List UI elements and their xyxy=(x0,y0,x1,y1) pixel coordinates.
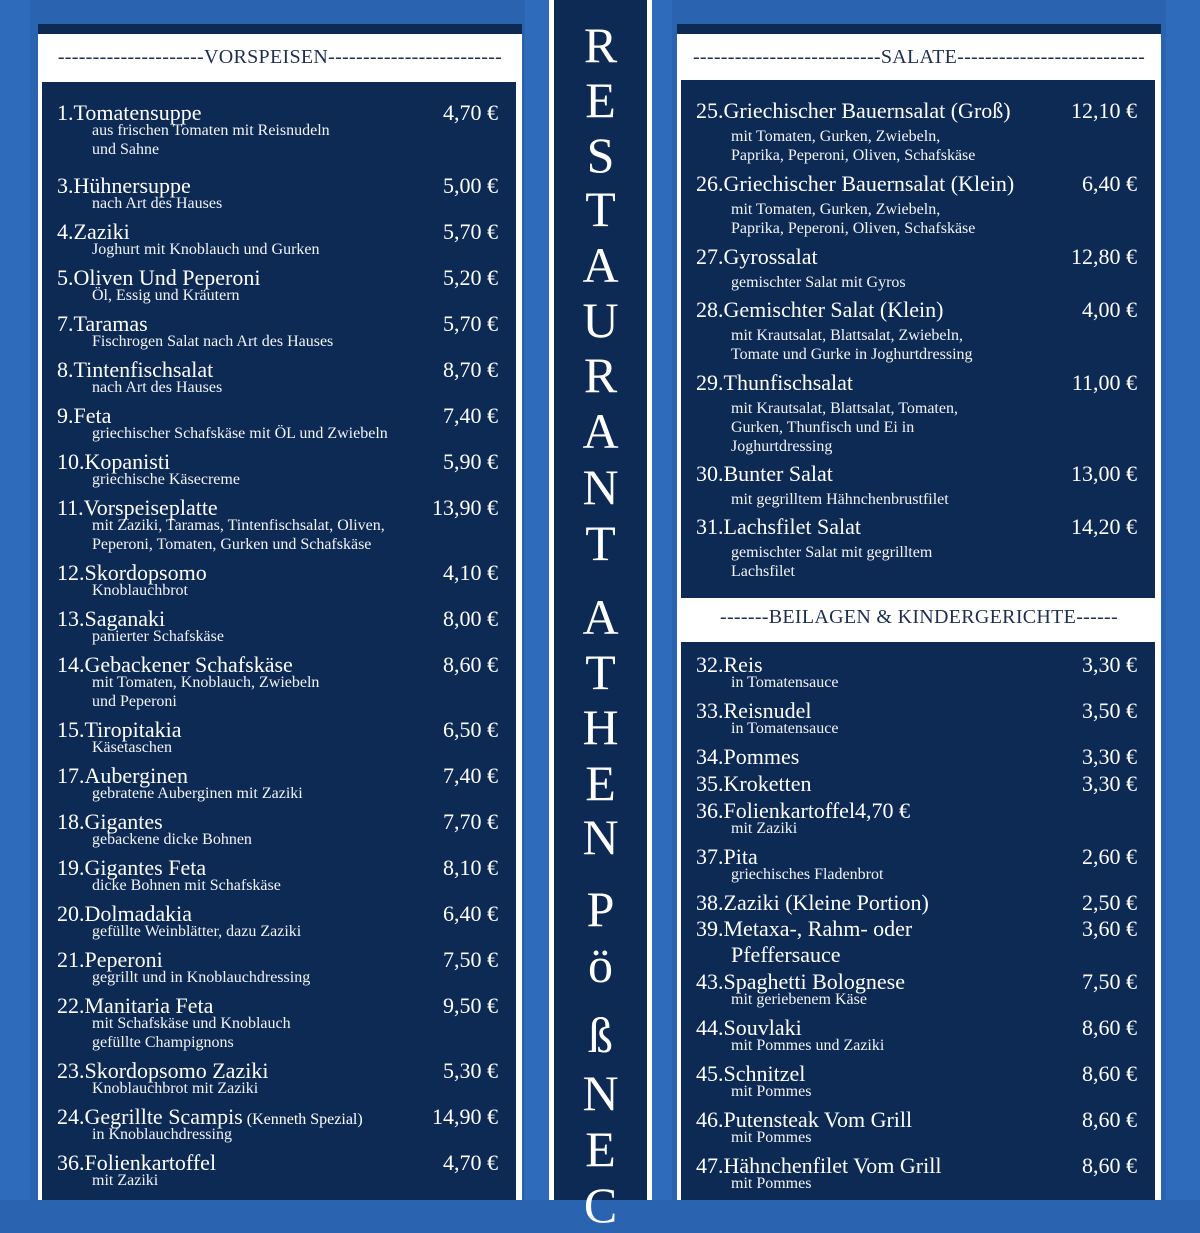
menu-item-price: 12,10 € xyxy=(1071,98,1137,123)
menu-item-price: 14,20 € xyxy=(1071,514,1137,539)
menu-item-price: 2,50 € xyxy=(1082,890,1137,915)
menu-item-price: 4,70 € xyxy=(443,1150,498,1175)
menu-item-name-text: 3.Hühnersuppe xyxy=(57,173,191,198)
menu-item-description: panierter Schafskäse xyxy=(92,628,224,645)
menu-item-price: 3,50 € xyxy=(1082,698,1137,723)
menu-item-price: 3,30 € xyxy=(1082,744,1137,769)
title-letter: A xyxy=(582,403,619,459)
menu-item-price: 3,30 € xyxy=(1082,771,1137,796)
menu-item-name-text: 39.Metaxa-, Rahm- oder xyxy=(696,916,913,941)
menu-item-description: mit Zaziki, Taramas, Tintenfischsalat, Oliven, Peperoni, Tomaten, Gurken und Schafskäse xyxy=(92,517,385,553)
menu-item-name-text: 4.Zaziki xyxy=(57,219,130,244)
menu-item-description: Fischrogen Salat nach Art des Hauses xyxy=(92,333,334,350)
title-letter: N xyxy=(582,809,619,865)
restaurant-title-vertical xyxy=(554,0,647,1233)
menu-item-price: 7,50 € xyxy=(443,947,498,972)
menu-item-price: 7,50 € xyxy=(1082,969,1137,994)
menu-item-price: 8,60 € xyxy=(443,652,498,677)
menu-item-price: 4,10 € xyxy=(443,560,498,585)
menu-item-price: 14,90 € xyxy=(432,1104,498,1129)
section-title-salate: ---------------------------SALATE--------------------------- xyxy=(692,46,1146,68)
menu-item-price: 8,60 € xyxy=(1082,1107,1137,1132)
menu-item-price: 4,00 € xyxy=(1082,297,1137,322)
menu-item-name-text: 8.Tintenfischsalat xyxy=(57,357,214,382)
menu-item-price: 5,20 € xyxy=(443,265,498,290)
menu-item-description: in Tomatensauce xyxy=(731,674,839,691)
menu-item-name-text: 13.Saganaki xyxy=(57,606,166,631)
bg-stripe-mid xyxy=(525,0,549,1200)
menu-item-description: mit Krautsalat, Blattsalat, Zwiebeln, Tomate und Gurke in Joghurtdressing xyxy=(731,327,973,363)
menu-item-name-note: (Kenneth Spezial) xyxy=(242,1111,363,1128)
menu-item-description: mit Zaziki xyxy=(731,820,798,837)
menu-item-description: dicke Bohnen mit Schafskäse xyxy=(92,877,281,894)
title-letter: E xyxy=(585,1121,616,1177)
title-letter: T xyxy=(585,181,616,237)
menu-item-description: mit Krautsalat, Blattsalat, Tomaten, Gurken, Thunfisch und Ei in Joghurtdressing xyxy=(731,400,958,455)
menu-item-price: 6,40 € xyxy=(443,901,498,926)
menu-item-name-text: 20.Dolmadakia xyxy=(57,901,193,926)
menu-item-price: 8,60 € xyxy=(1082,1153,1137,1178)
menu-item-name-text: 29.Thunfischsalat xyxy=(696,370,854,395)
menu-item-price: 8,10 € xyxy=(443,855,498,880)
menu-item-description: mit geriebenem Käse xyxy=(731,991,867,1008)
menu-item-name-text: 10.Kopanisti xyxy=(57,449,171,474)
menu-item-price: 5,00 € xyxy=(443,173,498,198)
title-letter: A xyxy=(582,589,619,645)
menu-item-name-text: 25.Griechischer Bauernsalat (Groß) xyxy=(696,98,1011,123)
menu-item-name-text: 21.Peperoni xyxy=(57,947,163,972)
menu-item-name-text: 43.Spaghetti Bolognese xyxy=(696,969,905,994)
menu-item-name-text: 31.Lachsfilet Salat xyxy=(696,514,861,539)
beilagen-list xyxy=(681,642,1155,1200)
menu-item-name-text: 36.Folienkartoffel xyxy=(57,1150,217,1175)
panel-top-bar xyxy=(677,24,1161,34)
title-letter: U xyxy=(582,292,619,348)
menu-item-description: mit Tomaten, Gurken, Zwiebeln, Paprika, Peperoni, Oliven, Schafskäse xyxy=(731,201,976,237)
menu-item-description: Joghurt mit Knoblauch und Gurken xyxy=(92,241,320,258)
menu-item-name-text: 12.Skordopsomo xyxy=(57,560,207,585)
menu-item-name-text: 22.Manitaria Feta xyxy=(57,993,214,1018)
menu-item-name-text: 45.Schnitzel xyxy=(696,1061,806,1086)
menu-item-name-text: 15.Tiropitakia xyxy=(57,717,182,742)
title-letter: E xyxy=(585,755,616,811)
menu-item-description: gegrillt und in Knoblauchdressing xyxy=(92,969,311,986)
menu-item-name xyxy=(696,890,929,916)
menu-item-price: 5,30 € xyxy=(443,1058,498,1083)
menu-item-description: Öl, Essig und Kräutern xyxy=(92,287,240,304)
title-letter: N xyxy=(582,459,619,515)
title-letter: S xyxy=(586,127,615,183)
menu-item-name xyxy=(696,98,1011,124)
menu-item-price: 9,50 € xyxy=(443,993,498,1018)
menu-item-description: mit Tomaten, Knoblauch, Zwiebeln und Peperoni xyxy=(92,674,320,710)
menu-item-name-text: 18.Gigantes xyxy=(57,809,163,834)
menu-item-description: gefüllte Weinblätter, dazu Zaziki xyxy=(92,923,302,940)
salate-list xyxy=(681,80,1155,598)
menu-item-price: 5,70 € xyxy=(443,219,498,244)
bg-stripe-mid2 xyxy=(652,0,672,1200)
menu-item-description: mit Pommes und Zaziki xyxy=(731,1037,885,1054)
menu-item-price: 13,90 € xyxy=(432,495,498,520)
title-letter: T xyxy=(585,515,616,571)
beilagen-panel xyxy=(677,600,1161,1200)
menu-item-name xyxy=(696,514,861,540)
title-letter: ß xyxy=(588,1007,613,1063)
menu-item-description: Käsetaschen xyxy=(92,739,172,756)
menu-item-price: 5,70 € xyxy=(443,311,498,336)
menu-item-price: 6,40 € xyxy=(1082,171,1137,196)
menu-item-name-text: 28.Gemischter Salat (Klein) xyxy=(696,297,944,322)
menu-item-name xyxy=(696,798,910,824)
title-letter: E xyxy=(585,72,616,128)
menu-item-name-cont: Pfeffersauce xyxy=(731,942,841,967)
menu-item-name-text: 35.Kroketten xyxy=(696,771,812,796)
menu-item-price: 12,80 € xyxy=(1071,244,1137,269)
menu-item-price: 7,40 € xyxy=(443,763,498,788)
title-letter: R xyxy=(583,347,618,403)
title-letter: C xyxy=(583,1177,618,1233)
menu-item-name xyxy=(696,244,818,270)
menu-item-name-text: 38.Zaziki (Kleine Portion) xyxy=(696,890,929,915)
menu-item-price: 3,30 € xyxy=(1082,652,1137,677)
menu-item-name xyxy=(696,297,943,323)
panel-top-bar xyxy=(38,24,522,34)
menu-item-price: 8,60 € xyxy=(1082,1015,1137,1040)
menu-item-name-text: 34.Pommes xyxy=(696,744,800,769)
menu-item-price: 5,90 € xyxy=(443,449,498,474)
menu-item-price: 7,70 € xyxy=(443,809,498,834)
vorspeisen-panel xyxy=(38,24,522,1200)
menu-item-name-text: 24.Gegrillte Scampis xyxy=(57,1104,243,1129)
menu-item-name-text: 9.Feta xyxy=(57,403,112,428)
salate-panel xyxy=(677,24,1161,604)
menu-item-description: griechisches Fladenbrot xyxy=(731,866,884,883)
menu-item-price: 8,60 € xyxy=(1082,1061,1137,1086)
menu-item-description: mit Pommes xyxy=(731,1175,812,1192)
menu-item-name-text: 44.Souvlaki xyxy=(696,1015,802,1040)
menu-item-price: 6,50 € xyxy=(443,717,498,742)
menu-item-description: gebratene Auberginen mit Zaziki xyxy=(92,785,303,802)
menu-item-name-text: 33.Reisnudel xyxy=(696,698,812,723)
menu-item-name-text: 46.Putensteak Vom Grill xyxy=(696,1107,913,1132)
menu-item-description: griechischer Schafskäse mit ÖL und Zwiebeln xyxy=(92,425,388,442)
menu-item-name-text: 5.Oliven Und Peperoni xyxy=(57,265,261,290)
menu-item-name xyxy=(696,370,853,396)
menu-item-name xyxy=(696,771,811,797)
menu-item-price: 2,60 € xyxy=(1082,844,1137,869)
title-letter: H xyxy=(582,699,619,755)
menu-item-description: nach Art des Hauses xyxy=(92,195,223,212)
menu-item-description: in Knoblauchdressing xyxy=(92,1126,232,1143)
menu-item-price: 8,00 € xyxy=(443,606,498,631)
section-title-vorspeisen: ---------------------VORSPEISEN------------------------- xyxy=(57,46,503,68)
menu-item-name xyxy=(696,916,912,942)
menu-item-description: gemischter Salat mit gegrilltem Lachsfilet xyxy=(731,544,933,580)
menu-item-price: 13,00 € xyxy=(1071,461,1137,486)
menu-item-description: Knoblauchbrot mit Zaziki xyxy=(92,1080,259,1097)
title-letter: R xyxy=(583,17,618,73)
menu-item-description: gemischter Salat mit Gyros xyxy=(731,274,906,291)
menu-item-name-text: 1.Tomatensuppe xyxy=(57,100,202,125)
menu-item-name-text: 17.Auberginen xyxy=(57,763,188,788)
menu-item-name-text: 32.Reis xyxy=(696,652,763,677)
menu-item-name-text: 27.Gyrossalat xyxy=(696,244,818,269)
menu-item-name xyxy=(696,171,1014,197)
menu-item-description: nach Art des Hauses xyxy=(92,379,223,396)
menu-item-name-text: 36.Folienkartoffel4,70 € xyxy=(696,798,911,823)
menu-item-price: 4,70 € xyxy=(443,100,498,125)
menu-item-name-text: 14.Gebackener Schafskäse xyxy=(57,652,293,677)
menu-item-description: mit gegrilltem Hähnchenbrustfilet xyxy=(731,491,949,508)
title-letter: T xyxy=(585,644,616,700)
menu-item-name-text: 37.Pita xyxy=(696,844,758,869)
menu-item-price: 3,60 € xyxy=(1082,916,1137,941)
menu-item-name-text: 19.Gigantes Feta xyxy=(57,855,207,880)
menu-item-price: 7,40 € xyxy=(443,403,498,428)
title-letter: P xyxy=(586,881,615,937)
menu-item-name-text: 11.Vorspeiseplatte xyxy=(57,495,218,520)
bg-stripe-right xyxy=(1166,0,1200,1200)
menu-item-description: mit Pommes xyxy=(731,1083,812,1100)
menu-item-name-text: 30.Bunter Salat xyxy=(696,461,833,486)
menu-item-description: mit Schafskäse und Knoblauch gefüllte Champignons xyxy=(92,1015,291,1051)
bg-stripe-left xyxy=(0,0,30,1200)
menu-item-description: in Tomatensauce xyxy=(731,720,839,737)
title-letter: A xyxy=(582,237,619,293)
menu-item-name-text: 23.Skordopsomo Zaziki xyxy=(57,1058,269,1083)
section-title-beilagen: -------BEILAGEN & KINDERGERICHTE------ xyxy=(720,606,1118,628)
menu-item-name xyxy=(696,744,799,770)
menu-item-description: aus frischen Tomaten mit Reisnudeln und Sahne xyxy=(92,122,330,158)
menu-item-price: 11,00 € xyxy=(1071,370,1137,395)
menu-item-description: Knoblauchbrot xyxy=(92,582,188,599)
menu-item-name xyxy=(696,461,833,487)
menu-item-name-text: 7.Taramas xyxy=(57,311,148,336)
menu-item-description: gebackene dicke Bohnen xyxy=(92,831,252,848)
menu-item-description: griechische Käsecreme xyxy=(92,471,240,488)
vorspeisen-list xyxy=(42,82,516,1200)
title-letter: ö xyxy=(588,937,613,993)
menu-item-description: mit Tomaten, Gurken, Zwiebeln, Paprika, Peperoni, Oliven, Schafskäse xyxy=(731,128,976,164)
title-letter: N xyxy=(582,1065,619,1121)
menu-item-description: mit Pommes xyxy=(731,1129,812,1146)
menu-item-price: 8,70 € xyxy=(443,357,498,382)
menu-item-name-text: 47.Hähnchenfilet Vom Grill xyxy=(696,1153,942,1178)
menu-item-name-text: 26.Griechischer Bauernsalat (Klein) xyxy=(696,171,1015,196)
menu-item-description: mit Zaziki xyxy=(92,1172,159,1189)
